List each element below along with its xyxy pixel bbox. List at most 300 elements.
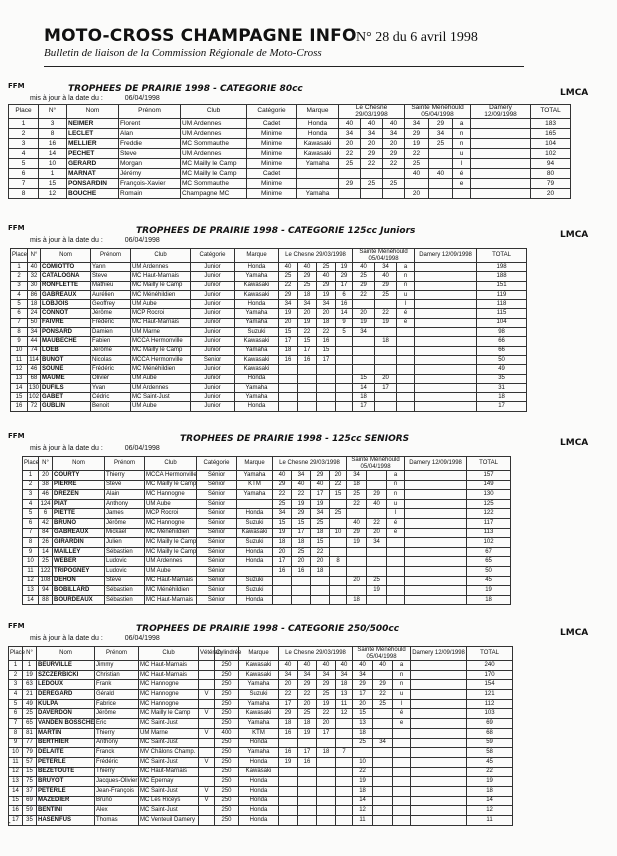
- table-cell: [429, 179, 453, 189]
- table-cell: [199, 719, 215, 729]
- table-cell: [405, 557, 467, 567]
- table-cell: [393, 728, 411, 738]
- table-cell: [297, 169, 339, 179]
- table-cell: [405, 547, 467, 557]
- table-cell: Sénior: [197, 528, 237, 538]
- table-cell: 22: [361, 159, 383, 169]
- update-label: mis à jour à la date du :: [30, 445, 105, 452]
- ffm-logo: FFM: [8, 432, 25, 440]
- table-cell: Kawasaki: [239, 767, 279, 777]
- table-cell: [330, 566, 347, 576]
- table-cell: GABREAUX: [41, 290, 91, 299]
- table-cell: [415, 355, 477, 364]
- table-cell: Junior: [191, 290, 235, 299]
- table-cell: [415, 365, 477, 374]
- table-cell: 25: [375, 290, 397, 299]
- column-header: N°: [39, 457, 53, 471]
- table-cell: [199, 699, 215, 709]
- table-cell: Yamaha: [239, 699, 279, 709]
- table-cell: 68: [28, 374, 41, 383]
- table-cell: 45: [467, 576, 511, 586]
- table-cell: 113: [467, 528, 511, 538]
- table-cell: [411, 806, 467, 816]
- table-cell: GABET: [41, 393, 91, 402]
- table-cell: 20: [383, 139, 405, 149]
- table-cell: 154: [467, 680, 513, 690]
- table-cell: u: [397, 290, 415, 299]
- table-cell: 4: [11, 290, 28, 299]
- table-header-row: [23, 457, 511, 471]
- race-header-damery: Damery 12/09/1998: [471, 105, 531, 119]
- table-cell: MC Sommauthe: [181, 139, 247, 149]
- table-cell: Damien: [91, 328, 131, 337]
- table-cell: [415, 402, 477, 411]
- table-cell: UM Marne: [139, 728, 199, 738]
- table-cell: 19: [279, 309, 298, 318]
- ffm-logo: FFM: [8, 622, 25, 630]
- column-header: Prénom: [119, 105, 181, 119]
- table-cell: Steve: [105, 480, 145, 490]
- table-cell: 22: [330, 480, 347, 490]
- table-cell: Junior: [191, 300, 235, 309]
- table-cell: 16: [279, 748, 298, 758]
- table-cell: Yamaha: [235, 272, 279, 281]
- table-cell: Suzuki: [237, 586, 273, 596]
- table-cell: HASENFUS: [37, 816, 95, 826]
- table-cell: [317, 806, 336, 816]
- table-cell: 17: [477, 402, 527, 411]
- table-cell: 7: [9, 179, 39, 189]
- table-cell: 34: [353, 670, 373, 680]
- table-cell: 18: [28, 300, 41, 309]
- table-cell: Jacques-Olivier: [95, 777, 139, 787]
- table-cell: 250: [215, 699, 239, 709]
- table-cell: VANDEN BOSSCHE: [37, 719, 95, 729]
- table-cell: [298, 383, 317, 392]
- table-cell: 18: [317, 748, 336, 758]
- table-cell: 25: [317, 690, 336, 700]
- table-cell: 2: [23, 480, 39, 490]
- table-cell: [347, 586, 367, 596]
- table-cell: 15: [298, 337, 317, 346]
- table-cell: [387, 547, 405, 557]
- table-cell: [415, 346, 477, 355]
- table-cell: 18: [311, 528, 330, 538]
- table-cell: 17: [353, 402, 375, 411]
- table-cell: 34: [336, 670, 353, 680]
- table-cell: MCP Rocroi: [145, 509, 197, 519]
- table-cell: KTM: [239, 728, 279, 738]
- table-cell: 20: [279, 318, 298, 327]
- page-footer: -: [8, 818, 11, 827]
- table-row: [9, 670, 513, 680]
- table-cell: DREZEN: [53, 490, 105, 500]
- table-cell: [336, 355, 353, 364]
- table-cell: V: [199, 796, 215, 806]
- table-cell: Kawasaki: [235, 290, 279, 299]
- results-table: [22, 456, 511, 605]
- table-cell: Steve: [119, 149, 181, 159]
- table-cell: 22: [279, 281, 298, 290]
- update-date: 06/04/1998: [124, 635, 160, 642]
- table-cell: [471, 119, 531, 129]
- table-cell: [298, 365, 317, 374]
- table-cell: Aurélien: [91, 290, 131, 299]
- table-cell: 30: [28, 281, 41, 290]
- table-cell: 22: [339, 149, 361, 159]
- table-row: [23, 480, 511, 490]
- table-cell: 86: [28, 290, 41, 299]
- table-cell: [393, 767, 411, 777]
- table-cell: 25: [39, 557, 53, 567]
- table-cell: 11: [336, 699, 353, 709]
- table-cell: [367, 566, 387, 576]
- table-cell: 81: [23, 728, 37, 738]
- table-cell: 20: [273, 547, 292, 557]
- table-cell: V: [199, 690, 215, 700]
- table-cell: Jean-François: [95, 786, 139, 796]
- table-cell: 59: [467, 738, 513, 748]
- update-label: mis à jour à la date du :: [30, 635, 105, 642]
- table-cell: [393, 777, 411, 787]
- table-cell: WEBER: [53, 557, 105, 567]
- table-row: [9, 748, 513, 758]
- table-cell: Cadet: [247, 119, 297, 129]
- table-cell: 29: [429, 119, 453, 129]
- table-cell: 8: [9, 728, 23, 738]
- table-cell: 19: [467, 777, 513, 787]
- table-cell: 5: [11, 300, 28, 309]
- table-cell: MC Haut-Marnais: [145, 576, 197, 586]
- table-row: [11, 393, 527, 402]
- table-cell: 15: [292, 518, 311, 528]
- table-cell: 34: [339, 129, 361, 139]
- table-cell: 40: [383, 119, 405, 129]
- table-cell: 6: [11, 309, 28, 318]
- column-header: N°: [23, 647, 37, 661]
- table-cell: 6: [39, 509, 53, 519]
- column-header: Cylindrée: [215, 647, 239, 661]
- table-cell: [292, 576, 311, 586]
- table-cell: 25: [383, 179, 405, 189]
- table-cell: 250: [215, 670, 239, 680]
- table-cell: 34: [317, 670, 336, 680]
- table-cell: 188: [477, 272, 527, 281]
- table-row: [9, 709, 513, 719]
- table-cell: MAUBECHE: [41, 337, 91, 346]
- table-cell: l: [453, 159, 471, 169]
- table-cell: 40: [28, 263, 41, 272]
- table-cell: [237, 566, 273, 576]
- table-cell: MC Mailly le Camp: [145, 480, 197, 490]
- table-cell: Yamaha: [239, 680, 279, 690]
- table-cell: DEHON: [53, 576, 105, 586]
- table-cell: 6: [336, 290, 353, 299]
- table-cell: 35: [23, 816, 37, 826]
- table-cell: 16: [292, 566, 311, 576]
- table-cell: [353, 337, 375, 346]
- table-cell: [317, 365, 336, 374]
- table-cell: [199, 670, 215, 680]
- table-cell: Sénior: [197, 490, 237, 500]
- table-cell: 121: [467, 690, 513, 700]
- table-cell: Cédric: [91, 393, 131, 402]
- table-cell: [336, 346, 353, 355]
- table-cell: Minime: [247, 179, 297, 189]
- table-cell: 29: [367, 490, 387, 500]
- table-cell: e: [387, 528, 405, 538]
- table-cell: Yamaha: [235, 318, 279, 327]
- table-cell: Steve: [105, 576, 145, 586]
- table-cell: Yamaha: [239, 719, 279, 729]
- column-header: Place: [9, 647, 23, 661]
- table-cell: 40: [373, 661, 393, 671]
- section-title: TROPHEES DE PRAIRIE 1998 - CATEGORIE 125cc Juniors: [136, 226, 416, 236]
- table-cell: 18: [353, 728, 373, 738]
- table-cell: 112: [467, 699, 513, 709]
- table-cell: 40: [347, 518, 367, 528]
- table-cell: [397, 393, 415, 402]
- table-cell: 8: [330, 557, 347, 567]
- table-cell: 7: [336, 748, 353, 758]
- table-cell: MAUME: [41, 374, 91, 383]
- table-cell: 34: [367, 538, 387, 548]
- table-cell: 31: [477, 383, 527, 392]
- table-cell: [453, 189, 471, 199]
- table-cell: 20: [405, 189, 429, 199]
- table-cell: 34: [317, 300, 336, 309]
- table-cell: 14: [23, 595, 39, 605]
- table-cell: Sénior: [197, 471, 237, 481]
- section-title: TROPHEES DE PRAIRIE 1998 - CATEGORIE 80cc: [68, 84, 303, 94]
- table-cell: n: [397, 281, 415, 290]
- table-cell: 14: [353, 383, 375, 392]
- table-cell: DEREGARD: [37, 690, 95, 700]
- table-cell: [415, 383, 477, 392]
- table-cell: [383, 169, 405, 179]
- table-cell: Yamaha: [235, 309, 279, 318]
- table-cell: MC Mailly le Camp: [131, 346, 191, 355]
- table-cell: 8: [9, 189, 39, 199]
- table-cell: 34: [429, 129, 453, 139]
- table-cell: 94: [531, 159, 571, 169]
- table-cell: [367, 471, 387, 481]
- table-cell: u: [453, 149, 471, 159]
- table-cell: 17: [317, 355, 336, 364]
- table-cell: Kawasaki: [239, 670, 279, 680]
- table-cell: 46: [39, 490, 53, 500]
- table-cell: 19: [298, 728, 317, 738]
- table-cell: 59: [23, 806, 37, 816]
- table-cell: Honda: [235, 374, 279, 383]
- table-cell: [336, 738, 353, 748]
- table-cell: 157: [467, 471, 511, 481]
- table-cell: 34: [279, 670, 298, 680]
- table-cell: Fabrice: [95, 699, 139, 709]
- table-cell: [387, 566, 405, 576]
- section-title: TROPHEES DE PRAIRIE 1998 - 125cc SENIORS: [180, 434, 410, 444]
- table-cell: 7: [23, 528, 39, 538]
- table-cell: [393, 738, 411, 748]
- table-cell: 20: [317, 719, 336, 729]
- table-cell: [317, 402, 336, 411]
- table-cell: [415, 393, 477, 402]
- table-cell: é: [387, 518, 405, 528]
- table-cell: [336, 786, 353, 796]
- table-cell: 22: [273, 490, 292, 500]
- update-date: 06/04/1998: [124, 445, 160, 452]
- table-cell: [298, 374, 317, 383]
- table-cell: 34: [298, 670, 317, 680]
- table-cell: 19: [405, 139, 429, 149]
- table-cell: 18: [353, 786, 373, 796]
- table-cell: [298, 767, 317, 777]
- ffm-logo: FFM: [8, 82, 25, 90]
- table-cell: LECLET: [67, 129, 119, 139]
- table-cell: MCCA Hermonville: [131, 355, 191, 364]
- table-cell: PONSARDIN: [67, 179, 119, 189]
- table-cell: BENTINI: [37, 806, 95, 816]
- table-cell: 25: [347, 490, 367, 500]
- table-cell: [317, 786, 336, 796]
- table-cell: Jérôme: [95, 709, 139, 719]
- table-cell: 25: [279, 272, 298, 281]
- table-cell: 10: [353, 757, 373, 767]
- table-row: [9, 806, 513, 816]
- table-cell: [375, 402, 397, 411]
- table-cell: Minime: [247, 139, 297, 149]
- update-date-label: [30, 237, 160, 244]
- table-row: [9, 699, 513, 709]
- table-cell: [317, 796, 336, 806]
- table-cell: Gérald: [95, 690, 139, 700]
- table-cell: Junior: [191, 328, 235, 337]
- table-cell: 102: [28, 393, 41, 402]
- table-cell: DUFILS: [41, 383, 91, 392]
- table-cell: 11: [9, 757, 23, 767]
- table-cell: a: [387, 471, 405, 481]
- table-cell: 29: [317, 281, 336, 290]
- table-cell: 29: [347, 528, 367, 538]
- table-cell: 22: [383, 159, 405, 169]
- table-cell: MC Hannogne: [145, 490, 197, 500]
- table-cell: 17: [317, 728, 336, 738]
- table-cell: Mathieu: [91, 281, 131, 290]
- table-cell: Geoffrey: [91, 300, 131, 309]
- table-cell: [311, 576, 330, 586]
- table-cell: 16: [279, 355, 298, 364]
- table-cell: Junior: [191, 263, 235, 272]
- table-cell: 250: [215, 690, 239, 700]
- table-cell: 18: [298, 290, 317, 299]
- table-cell: 10: [330, 528, 347, 538]
- table-cell: Suzuki: [239, 690, 279, 700]
- table-cell: n: [397, 272, 415, 281]
- table-cell: 16: [298, 757, 317, 767]
- table-cell: 34: [292, 471, 311, 481]
- table-cell: [279, 365, 298, 374]
- lmca-label: LMCA: [560, 438, 589, 448]
- table-cell: [336, 816, 353, 826]
- table-cell: [373, 728, 393, 738]
- table-cell: Florent: [119, 119, 181, 129]
- table-cell: BOURDEAUX: [53, 595, 105, 605]
- ffm-logo: FFM: [8, 224, 25, 232]
- table-cell: Sénior: [197, 576, 237, 586]
- table-cell: Olivier: [91, 374, 131, 383]
- table-cell: 108: [39, 576, 53, 586]
- total-header: TOTAL: [531, 105, 571, 119]
- table-cell: Yamaha: [297, 189, 339, 199]
- table-cell: Champagne MC: [181, 189, 247, 199]
- table-cell: 22: [279, 690, 298, 700]
- table-cell: MC Mailly le Camp: [139, 709, 199, 719]
- table-cell: 7: [11, 318, 28, 327]
- table-cell: UM Aube: [131, 374, 191, 383]
- table-cell: 74: [28, 346, 41, 355]
- table-cell: 22: [292, 490, 311, 500]
- table-cell: 15: [11, 393, 28, 402]
- table-cell: [279, 383, 298, 392]
- table-cell: [375, 393, 397, 402]
- table-cell: [471, 169, 531, 179]
- table-cell: 25: [292, 547, 311, 557]
- race-header-damery: Damery 12/09/1998: [405, 457, 467, 471]
- table-cell: 250: [215, 719, 239, 729]
- table-cell: V: [199, 757, 215, 767]
- table-cell: [336, 757, 353, 767]
- table-cell: 14: [39, 547, 53, 557]
- table-cell: Sénior: [197, 595, 237, 605]
- table-cell: 29: [298, 680, 317, 690]
- table-cell: 29: [383, 149, 405, 159]
- table-cell: [273, 595, 292, 605]
- table-cell: UM Ardennes: [145, 557, 197, 567]
- table-cell: MC Sommauthe: [181, 179, 247, 189]
- table-cell: Honda: [235, 402, 279, 411]
- column-header: Nom: [37, 647, 95, 661]
- table-cell: 22: [311, 547, 330, 557]
- table-cell: [429, 189, 453, 199]
- table-cell: TRIPOGNEY: [53, 566, 105, 576]
- table-cell: Sénior: [197, 586, 237, 596]
- table-cell: 16: [317, 337, 336, 346]
- table-cell: 13: [353, 719, 373, 729]
- table-cell: 25: [298, 709, 317, 719]
- table-cell: [471, 189, 531, 199]
- table-cell: Suzuki: [237, 538, 273, 548]
- table-cell: UM Ardennes: [181, 149, 247, 159]
- table-cell: [336, 796, 353, 806]
- table-cell: 119: [477, 290, 527, 299]
- table-cell: CATALOGNA: [41, 272, 91, 281]
- table-cell: [199, 748, 215, 758]
- table-cell: BEZETOUTE: [37, 767, 95, 777]
- total-header: TOTAL: [477, 249, 527, 263]
- table-cell: 18: [477, 393, 527, 402]
- table-cell: 40: [279, 661, 298, 671]
- table-cell: [373, 777, 393, 787]
- table-cell: 130: [467, 490, 511, 500]
- table-cell: 2: [9, 670, 23, 680]
- table-cell: [471, 159, 531, 169]
- table-cell: [411, 709, 467, 719]
- table-cell: [373, 670, 393, 680]
- table-cell: KTM: [237, 480, 273, 490]
- table-cell: 20: [317, 309, 336, 318]
- table-cell: 17: [336, 281, 353, 290]
- table-cell: 29: [353, 680, 373, 690]
